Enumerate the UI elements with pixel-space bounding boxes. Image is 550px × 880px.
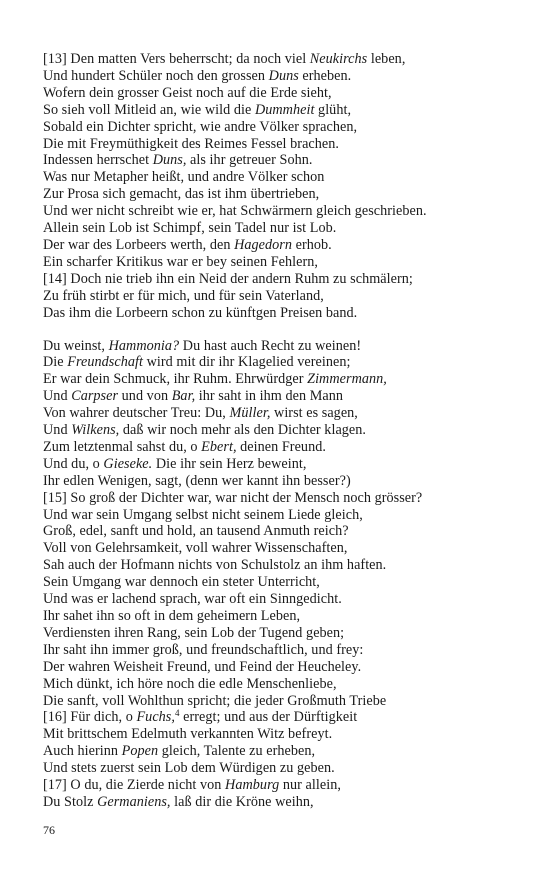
verse-line: Du Stolz Germaniens, laß dir die Kröne weihn, [43,793,314,810]
verse-line: Zum letztenmal sahst du, o Ebert, deinen Freund. [43,438,326,455]
verse-line: Und du, o Gieseke. Die ihr sein Herz beweint, [43,455,307,472]
verse-line: Allein sein Lob ist Schimpf, sein Tadel nur ist Lob. [43,220,337,237]
verse-line: Die sanft, voll Wohlthun spricht; die jeder Großmuth Triebe [43,692,387,709]
verse-line: Und was er lachend sprach, war oft ein Sinngedicht. [43,591,342,608]
verse-line: Der war des Lorbeers werth, den Hagedorn erhob. [43,236,332,253]
stanza-1 [43,51,523,322]
verse-line: Von wahrer deutscher Treu: Du, Müller, wirst es sagen, [43,405,358,422]
verse-line: [17] O du, die Zierde nicht von Hamburg nur allein, [43,777,341,794]
verse-line: Und war sein Umgang selbst nicht seinem Liede gleich, [43,506,363,523]
verse-line: Ihr sahet ihn so oft in dem geheimern Leben, [43,608,301,624]
verse-line: Groß, edel, sanft und hold, an tausend Anmuth reich? [43,523,349,540]
verse-line: Das ihm die Lorbeern schon zu künftgen Preisen band. [43,304,358,321]
verse-line: [16] Für dich, o Fuchs,$^4$ erregt; und aus der Dürftigkeit [43,708,358,726]
verse-line: Zu früh stirbt er für mich, und für sein Vaterland, [43,287,324,304]
poem-text [43,51,523,811]
verse-line: [15] So groß der Dichter war, war nicht der Mensch noch grösser? [43,489,423,506]
stanza-2 [43,338,523,811]
verse-line: Zur Prosa sich gemacht, das ist ihm übertrieben, [43,186,320,203]
verse-line: Die Freundschaft wird mit dir ihr Klagelied vereinen; [43,354,351,371]
verse-line: Er war dein Schmuck, ihr Ruhm. Ehrwürdger Zimmermann, [43,371,387,388]
verse-line: Verdiensten ihren Rang, sein Lob der Tugend geben; [43,624,345,641]
verse-line: Auch hierinn Popen gleich, Talente zu erheben, [43,743,316,760]
verse-line: Der wahren Weisheit Freund, und Feind der Heucheley. [43,658,362,675]
verse-line: Und Carpser und von Bar, ihr saht in ihm den Mann [43,388,344,405]
verse-line: Sah auch der Hofmann nichts von Schulstolz an ihm haften. [43,557,387,574]
verse-line: Ihr edlen Wenigen, sagt, (denn wer kannt ihn besser?) [43,472,351,489]
page-number: 76 [43,823,55,837]
verse-line: Und Wilkens, daß wir noch mehr als den Dichter klagen. [43,422,367,439]
verse-line: Du weinst, Hammonia? Du hast auch Recht zu weinen! [43,337,362,354]
verse-line: Die mit Freymüthigkeit des Reimes Fessel brachen. [43,135,339,152]
verse-line: Was nur Metapher heißt, und andre Völker schon [43,169,325,186]
verse-line: Mich dünkt, ich höre noch die edle Menschenliebe, [43,675,337,692]
verse-line: [13] Den matten Vers beherrscht; da noch viel Neukirchs leben, [43,51,406,67]
verse-line: Indessen herrschet Duns, als ihr getreuer Sohn. [43,152,313,169]
verse-line: Und stets zuerst sein Lob dem Würdigen zu geben. [43,760,335,777]
verse-line: Sein Umgang war dennoch ein steter Unterricht, [43,574,320,591]
verse-line: Sobald ein Dichter spricht, wie andre Völker sprachen, [43,118,358,135]
verse-line: Und wer nicht schreibt wie er, hat Schwärmern gleich geschrieben. [43,203,427,220]
verse-line: Mit brittschem Edelmuth verkannten Witz befreyt. [43,726,333,743]
verse-line: Und hundert Schüler noch den grossen Duns erheben. [43,67,352,84]
verse-line: Ihr saht ihn immer groß, und freundschaftlich, und frey: [43,641,364,658]
verse-line: Ein scharfer Kritikus war er bey seinen Fehlern, [43,253,319,270]
verse-line: Voll von Gelehrsamkeit, voll wahrer Wissenschaften, [43,540,348,557]
verse-line: Wofern dein grosser Geist noch auf die Erde sieht, [43,84,332,101]
verse-line: So sieh voll Mitleid an, wie wild die Dummheit glüht, [43,101,352,118]
verse-line: [14] Doch nie trieb ihn ein Neid der andern Ruhm zu schmälern; [43,270,413,287]
